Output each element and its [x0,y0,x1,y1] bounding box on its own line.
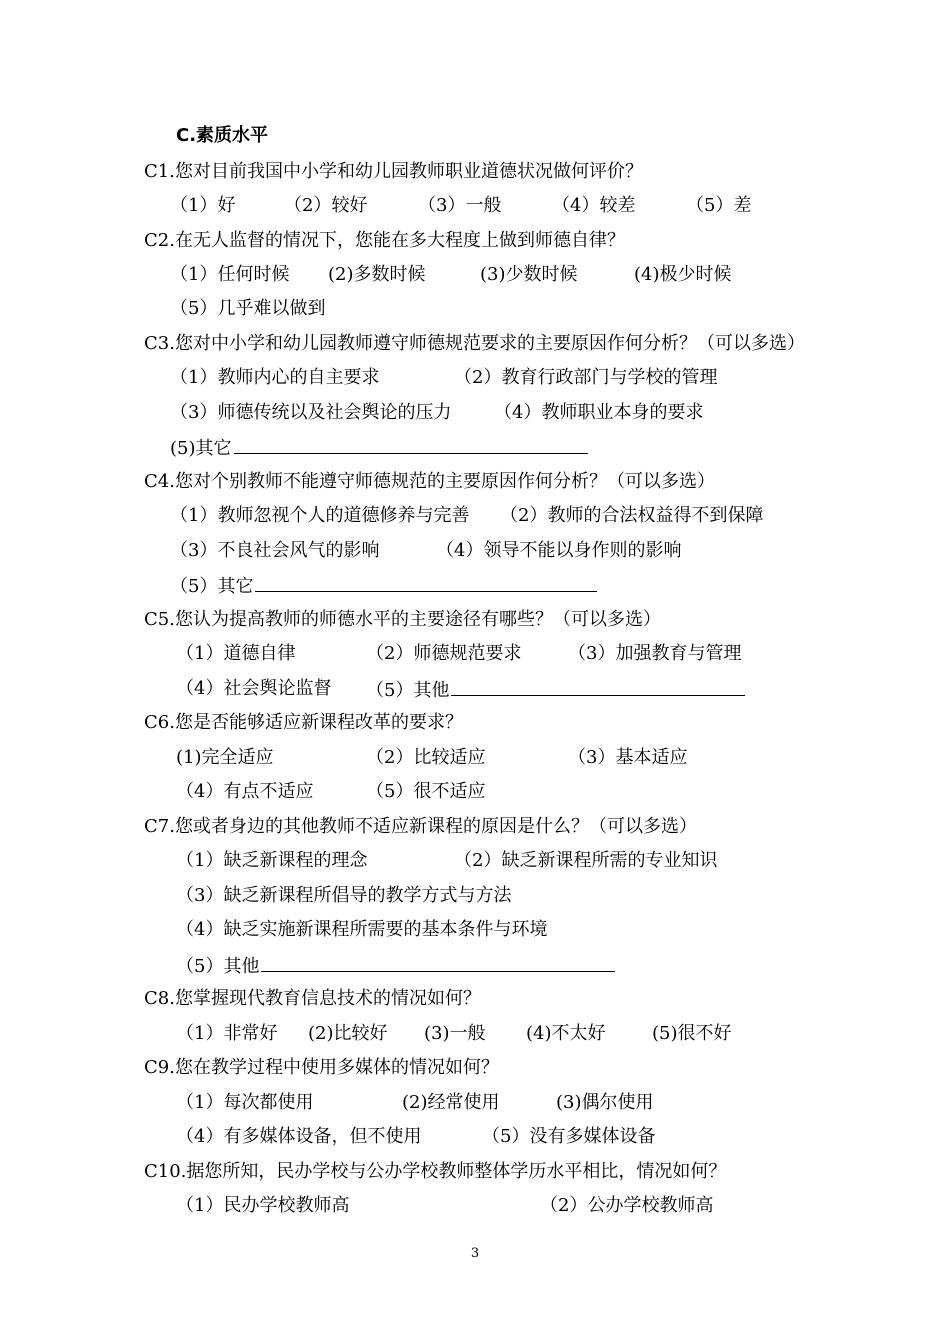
option: （1）民办学校教师高 [176,1195,350,1216]
fill-in-blank[interactable] [234,435,588,454]
option: （4）较差 [552,195,636,216]
option: （2）教育行政部门与学校的管理 [454,367,718,388]
option: （1）任何时候 [170,264,290,285]
option: （1）非常好 [176,1023,278,1044]
question-c3: C3.您对中小学和幼儿园教师遵守师德规范要求的主要原因作何分析？（可以多选） [144,333,805,354]
option: （1）每次都使用 [176,1092,314,1113]
question-c8: C8.您掌握现代教育信息技术的情况如何？ [144,988,481,1009]
option: （4）有点不适应 [176,781,314,802]
option-label: (5)其它 [170,438,232,459]
option: （4）社会舆论监督 [176,678,332,699]
option: （2）缺乏新课程所需的专业知识 [454,850,718,871]
option: (3)一般 [424,1023,486,1044]
question-c1: C1.您对目前我国中小学和幼儿园教师职业道德状况做何评价？ [144,161,643,182]
option-label: （5）其他 [176,956,260,977]
option: (3)少数时候 [480,264,578,285]
question-c10: C10.据您所知，民办学校与公办学校教师整体学历水平相比，情况如何？ [144,1161,727,1182]
option: （3）缺乏新课程所倡导的教学方式与方法 [176,885,512,906]
section-title: C.素质水平 [176,125,269,146]
fill-in-blank[interactable] [261,953,615,972]
option: （3）不良社会风气的影响 [170,540,380,561]
question-c4: C4.您对个别教师不能遵守师德规范的主要原因作何分析？（可以多选） [144,471,715,492]
option: (3)偶尔使用 [556,1092,654,1113]
question-c7: C7.您或者身边的其他教师不适应新课程的原因是什么？（可以多选） [144,816,697,837]
option: （4）教师职业本身的要求 [494,402,704,423]
option: （3）师德传统以及社会舆论的压力 [170,402,452,423]
option: （3）一般 [418,195,502,216]
page-number: 3 [470,1246,480,1261]
option: (5)很不好 [652,1023,732,1044]
option: (1)完全适应 [176,747,274,768]
fill-in-blank[interactable] [255,573,597,592]
option: (4)不太好 [526,1023,606,1044]
option-label: （5）其他 [366,680,450,701]
option-with-blank [176,953,615,979]
question-c2: C2.在无人监督的情况下，您能在多大程度上做到师德自律？ [144,230,625,251]
option: （4）领导不能以身作则的影响 [436,540,682,561]
option: （1）缺乏新课程的理念 [176,850,368,871]
option: (2)比较好 [308,1023,388,1044]
option: （5）几乎难以做到 [170,298,326,319]
option: （5）很不适应 [366,781,486,802]
option: （3）基本适应 [568,747,688,768]
option-with-blank [170,435,588,461]
fill-in-blank[interactable] [451,677,745,696]
question-c9: C9.您在教学过程中使用多媒体的情况如何？ [144,1057,499,1078]
option-label: （5）其它 [170,576,254,597]
question-c6: C6.您是否能够适应新课程改革的要求？ [144,712,463,733]
option: （1）好 [170,195,236,216]
option: （1）教师忽视个人的道德修养与完善 [170,505,470,526]
option-with-blank [170,573,597,599]
option: （2）比较适应 [366,747,486,768]
option: （2）公办学校教师高 [540,1195,714,1216]
option: （2）较好 [284,195,368,216]
option: （3）加强教育与管理 [568,643,742,664]
option: （4）缺乏实施新课程所需要的基本条件与环境 [176,919,548,940]
option: （1）教师内心的自主要求 [170,367,380,388]
option: （2）师德规范要求 [366,643,522,664]
option: （2）教师的合法权益得不到保障 [500,505,764,526]
option: （4）有多媒体设备，但不使用 [176,1126,422,1147]
question-c5: C5.您认为提高教师的师德水平的主要途径有哪些？（可以多选） [144,609,661,630]
option: (2)经常使用 [402,1092,500,1113]
option: （5）没有多媒体设备 [482,1126,656,1147]
option: (4)极少时候 [634,264,732,285]
option-with-blank [366,677,745,703]
option: (2)多数时候 [328,264,426,285]
option: （5）差 [686,195,752,216]
option: （1）道德自律 [176,643,296,664]
